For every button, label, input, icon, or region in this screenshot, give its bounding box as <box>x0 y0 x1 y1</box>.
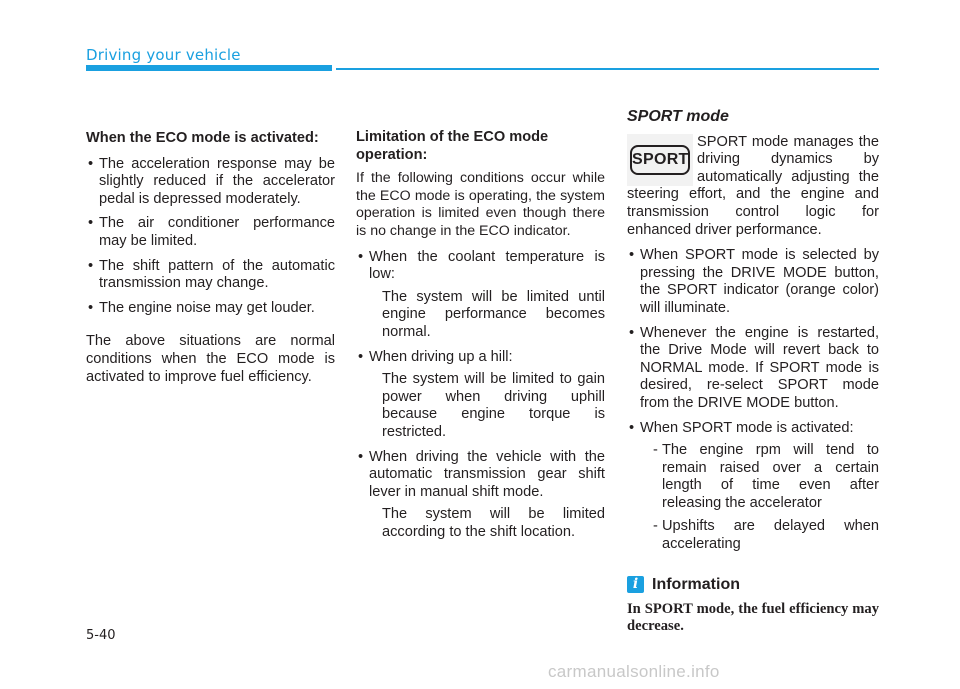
limitation-label: When driving the vehicle with the automatic transmission gear shift lever in manual shift mode. <box>369 448 605 500</box>
list-item <box>627 420 879 554</box>
column-eco-activated <box>86 130 335 386</box>
limitation-detail: The system will be limited to gain power when driving uphill because engine torque is restricted. <box>382 371 605 440</box>
information-header <box>627 576 879 594</box>
eco-activated-heading: When the ECO mode is activated: <box>86 130 319 146</box>
eco-limitation-list <box>356 249 605 542</box>
eco-limitation-intro: If the following conditions occur while the ECO mode is operating, the system operation is limited even though there is no change in the ECO indicator. <box>356 170 605 239</box>
page-number: 5-40 <box>86 628 116 643</box>
dash-item: - Upshifts are delayed when accelerating <box>653 518 879 553</box>
eco-limitation-heading: Limitation of the ECO mode operation: <box>356 129 549 163</box>
column-sport-mode <box>627 108 879 635</box>
sport-intro-text: SPORT mode manages the driving dynamics by automatically adjusting the steering effort, and the engine and transmission control logic for enhanced driver performance. <box>627 133 879 238</box>
list-item: • The engine noise may get louder. <box>86 300 335 318</box>
section-title: Driving your vehicle <box>86 46 241 64</box>
limitation-label: When driving up a hill: <box>369 348 513 365</box>
limitation-label: When the coolant temperature is low: <box>369 248 605 283</box>
list-item <box>356 449 605 542</box>
sport-badge-label: SPORT <box>630 145 690 175</box>
list-item: • The air conditioner performance may be limited. <box>86 215 335 250</box>
watermark: carmanualsonline.info <box>548 662 720 681</box>
dash-item-text: Upshifts are delayed when accelerating <box>662 518 879 553</box>
eco-normal-paragraph: The above situations are normal conditions when the ECO mode is activated to improve fuel efficiency. <box>86 333 335 385</box>
header-bar-thick <box>86 65 332 71</box>
sport-indicator-icon <box>627 134 693 186</box>
dash-item: - The engine rpm will tend to remain raised over a certain length of time even after releasing the accelerator <box>653 442 879 511</box>
header-bar-thin <box>336 68 879 70</box>
sport-activated-label: When SPORT mode is activated: <box>640 419 854 436</box>
info-icon: i <box>627 576 644 593</box>
column-eco-limitation <box>356 129 605 548</box>
limitation-detail: The system will be limited until engine performance becomes normal. <box>382 288 605 340</box>
sport-mode-list <box>627 247 879 554</box>
information-text: In SPORT mode, the fuel efficiency may decrease. <box>627 601 879 635</box>
list-item: • The acceleration response may be slightly reduced if the accelerator pedal is depressed moderately. <box>86 156 335 209</box>
limitation-detail: The system will be limited according to the shift location. <box>382 506 605 540</box>
eco-activated-list <box>86 156 335 318</box>
list-item: • When SPORT mode is selected by pressing the DRIVE MODE button, the SPORT indicator (orange color) will illuminate. <box>627 247 879 317</box>
list-item: • The shift pattern of the automatic transmission may change. <box>86 258 335 293</box>
sport-mode-title: SPORT mode <box>627 108 729 125</box>
list-item <box>356 349 605 442</box>
dash-item-text: The engine rpm will tend to remain raised over a certain length of time even after releasing the accelerator <box>662 442 879 511</box>
sport-mode-intro <box>627 134 879 240</box>
list-item: • Whenever the engine is restarted, the Drive Mode will revert back to NORMAL mode. If SPORT mode is desired, re-select SPORT mode from the DRIVE MODE button. <box>627 325 879 413</box>
list-item <box>356 249 605 342</box>
information-title: Information <box>652 575 740 593</box>
